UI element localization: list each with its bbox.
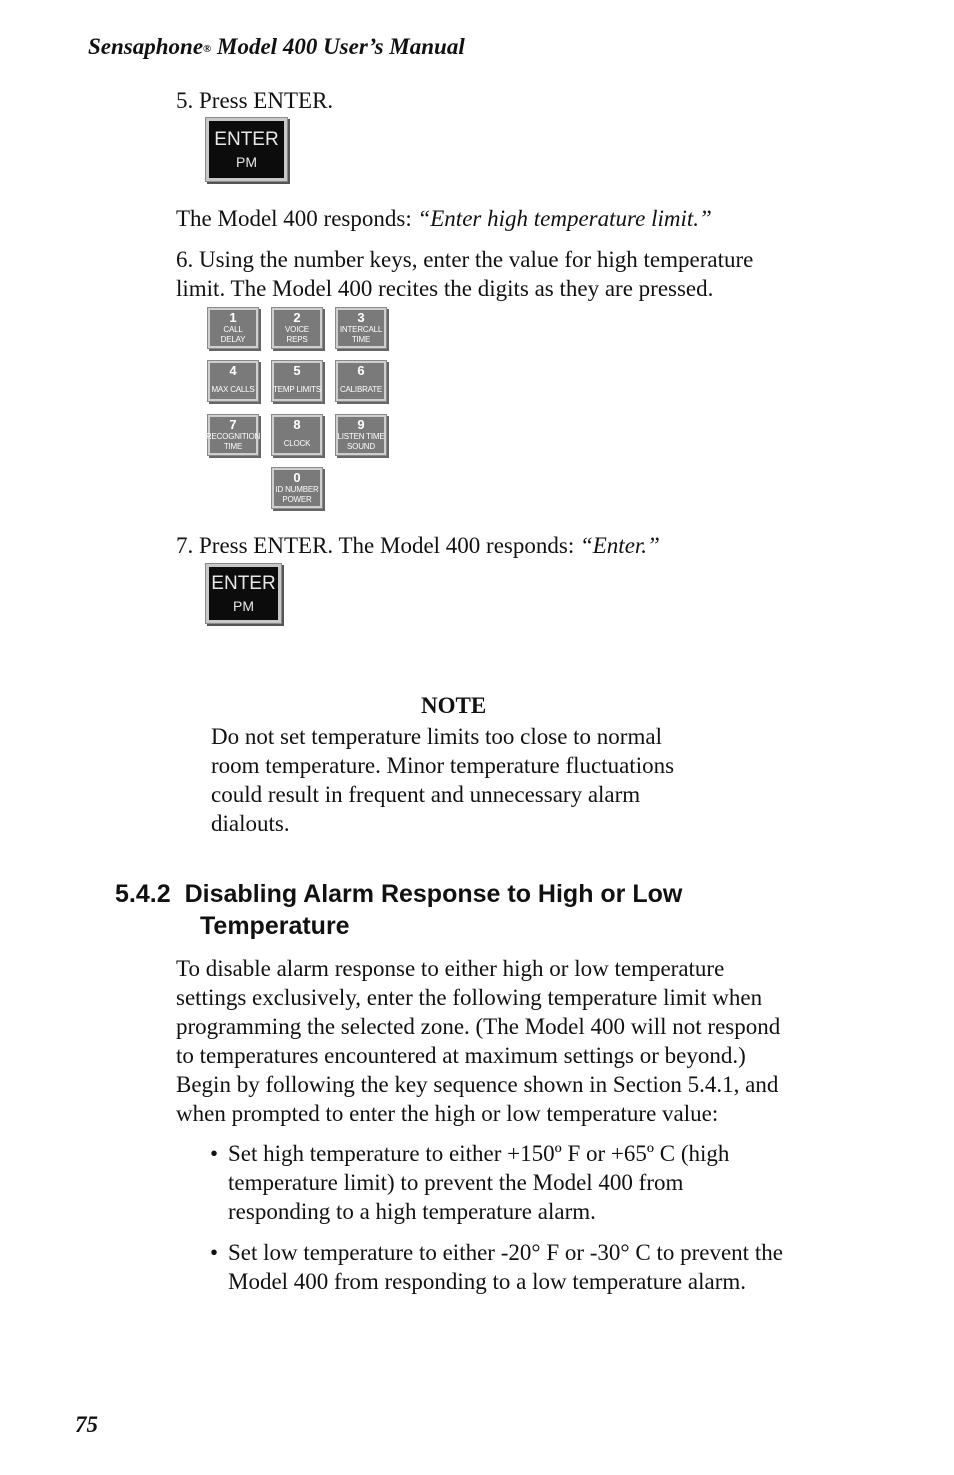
note-body — [211, 722, 674, 838]
paragraph-line: programming the selected zone. (The Model 400 will not respond — [176, 1014, 781, 1039]
bullet-2-line: Model 400 from responding to a low temperature alarm. — [228, 1269, 746, 1294]
enter-key-sublabel-2: PM — [233, 597, 254, 614]
response-1-quote: “Enter high temperature limit.” — [417, 206, 712, 231]
response-1 — [176, 204, 712, 233]
bullet-1-line: Set high temperature to either +150º F or +65º C (high — [228, 1141, 730, 1166]
response-1-prefix: The Model 400 responds: — [176, 206, 418, 231]
step-6-line-1: 6. Using the number keys, enter the value for high temperature — [176, 247, 754, 272]
bullet-marker: • — [210, 1141, 219, 1166]
bullet-1-line: responding to a high temperature alarm. — [228, 1199, 596, 1224]
header-brand: Sensaphone — [88, 34, 204, 59]
keypad-key-4: 4 MAX CALLS — [207, 360, 259, 402]
header-title: Model 400 User’s Manual — [211, 34, 465, 59]
section-title-2: Temperature — [200, 912, 350, 940]
keypad-key-6: 6 CALIBRATE — [335, 360, 387, 402]
enter-key-sublabel: PM — [236, 153, 257, 170]
note-line: could result in frequent and unnecessary alarm — [211, 782, 641, 807]
paragraph-line: Begin by following the key sequence shown in Section 5.4.1, and — [176, 1072, 779, 1097]
bullet-1-line: temperature limit) to prevent the Model 400 from — [228, 1170, 684, 1195]
section-heading — [115, 878, 682, 942]
keypad-key-9: 9 LISTEN TIME SOUND — [335, 414, 387, 456]
note-line: dialouts. — [211, 811, 290, 836]
keypad-key-7: 7 RECOGNITION TIME — [207, 414, 259, 456]
keypad-key-5: 5 TEMP LIMITS — [271, 360, 323, 402]
bullet-item-1 — [228, 1139, 729, 1226]
paragraph-line: To disable alarm response to either high or low temperature — [176, 956, 725, 981]
running-header — [88, 34, 465, 60]
enter-key-image — [205, 117, 288, 182]
enter-key-face — [209, 121, 284, 178]
section-number: 5.4.2 — [115, 880, 171, 908]
keypad-key-8: 8 CLOCK — [271, 414, 323, 456]
enter-key-label-2: ENTER — [211, 572, 276, 594]
bullet-item-2 — [228, 1238, 783, 1296]
step-6-text — [176, 245, 753, 303]
paragraph-line: to temperatures encountered at maximum settings or beyond.) — [176, 1043, 746, 1068]
bullet-2-line: Set low temperature to either -20° F or -30° C to prevent the — [228, 1240, 783, 1265]
enter-key-label: ENTER — [214, 128, 279, 150]
step-5-text: 5. Press ENTER. — [176, 88, 334, 113]
note-line: room temperature. Minor temperature fluctuations — [211, 753, 675, 778]
paragraph-line: when prompted to enter the high or low temperature value: — [176, 1101, 719, 1126]
section-paragraph — [176, 954, 780, 1128]
enter-key-image-2 — [205, 563, 282, 624]
registered-mark: ® — [203, 43, 212, 55]
page-number: 75 — [75, 1412, 98, 1437]
enter-key-face-2 — [209, 567, 278, 620]
step-7-prefix: 7. Press ENTER. The Model 400 responds: — [176, 533, 580, 558]
keypad-key-3: 3 INTERCALL TIME — [335, 307, 387, 349]
keypad-image — [207, 307, 397, 512]
paragraph-line: settings exclusively, enter the following temperature limit when — [176, 985, 763, 1010]
step-7-quote: “Enter.” — [579, 533, 660, 558]
keypad-key-1: 1 CALL DELAY — [207, 307, 259, 349]
keypad-key-2: 2 VOICE REPS — [271, 307, 323, 349]
bullet-marker: • — [210, 1240, 219, 1265]
note-title: NOTE — [421, 693, 487, 718]
section-heading-line-1 — [115, 878, 682, 910]
section-title-1: Disabling Alarm Response to High or Low — [184, 880, 683, 908]
step-6-line-2: limit. The Model 400 recites the digits as they are pressed. — [176, 276, 714, 301]
keypad-key-0: 0 ID NUMBER POWER — [271, 467, 323, 509]
note-line: Do not set temperature limits too close to normal — [211, 724, 662, 749]
step-7-text — [176, 531, 660, 560]
